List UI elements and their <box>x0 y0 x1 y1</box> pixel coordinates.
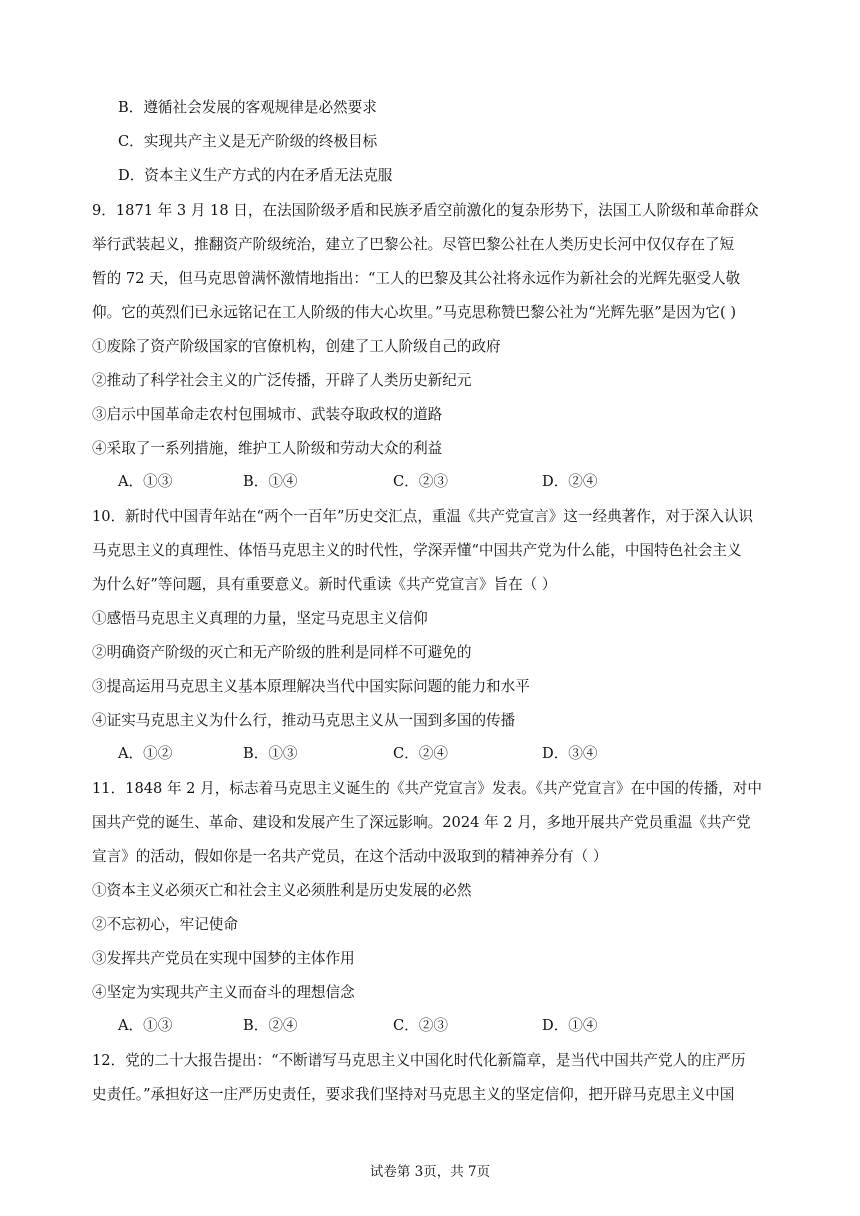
q8-option-b: B．遵循社会发展的客观规律是必然要求 <box>118 99 377 116</box>
q12-stem-line-2: 史责任。”承担好这一庄严历史责任，要求我们坚持对马克思主义的坚定信仰，把开辟马克思主义中国 <box>92 1086 735 1103</box>
q11-option-c[interactable]: C．②③ <box>393 1017 448 1034</box>
q11-statement-3: ③发挥共产党员在实现中国梦的主体作用 <box>92 950 355 967</box>
q11-stem-line-3: 宣言》的活动，假如你是一名共产党员，在这个活动中汲取到的精神养分有（ ） <box>92 848 608 865</box>
q10-options <box>118 744 718 764</box>
q11-statement-1: ①资本主义必须灭亡和社会主义必须胜利是历史发展的必然 <box>92 882 472 899</box>
q9-stem-line-1: 9．1871 年 3 月 18 日，在法国阶级矛盾和民族矛盾空前激化的复杂形势下，法国工人阶级和革命群众 <box>92 202 759 219</box>
q10-stem-line-2: 马克思主义的真理性、体悟马克思主义的时代性，学深弄懂“中国共产党为什么能，中国特色社会主义 <box>92 542 742 559</box>
q12-stem-line-1: 12．党的二十大报告提出：“不断谱写马克思主义中国化时代化新篇章，是当代中国共产党人的庄严历 <box>92 1052 746 1069</box>
q9-option-c[interactable]: C．②③ <box>393 473 448 490</box>
q9-statement-4: ④采取了一系列措施，维护工人阶级和劳动大众的利益 <box>92 440 443 457</box>
q10-option-a[interactable]: A．①② <box>118 745 173 762</box>
q10-option-c[interactable]: C．②④ <box>393 745 448 762</box>
q10-statement-3: ③提高运用马克思主义基本原理解决当代中国实际问题的能力和水平 <box>92 678 530 695</box>
q11-option-d[interactable]: D．①④ <box>542 1017 598 1034</box>
q9-stem-line-4: 仰。它的英烈们已永远铭记在工人阶级的伟大心坎里。”马克思称赞巴黎公社为“光辉先驱”是因为它( ) <box>92 304 737 321</box>
q9-statement-1: ①废除了资产阶级国家的官僚机构，创建了工人阶级自己的政府 <box>92 338 501 355</box>
q11-statement-4: ④坚定为实现共产主义而奋斗的理想信念 <box>92 984 355 1001</box>
q10-stem-line-3: 为什么好”等问题，具有重要意义。新时代重读《共产党宣言》旨在（ ） <box>92 576 557 593</box>
q8-option-d: D．资本主义生产方式的内在矛盾无法克服 <box>118 167 393 184</box>
q9-stem-line-3: 暂的 72 天，但马克思曾满怀激情地指出：“工人的巴黎及其公社将永远作为新社会的光辉先驱受人敬 <box>92 270 741 287</box>
q9-option-a[interactable]: A．①③ <box>118 473 173 490</box>
q10-stem-line-1: 10．新时代中国青年站在“两个一百年”历史交汇点，重温《共产党宣言》这一经典著作，对于深入认识 <box>92 508 754 525</box>
q9-statement-3: ③启示中国革命走农村包围城市、武装夺取政权的道路 <box>92 406 443 423</box>
q10-statement-4: ④证实马克思主义为什么行，推动马克思主义从一国到多国的传播 <box>92 712 516 729</box>
q9-stem-line-2: 举行武装起义，推翻资产阶级统治，建立了巴黎公社。尽管巴黎公社在人类历史长河中仅仅存在了短 <box>92 236 735 253</box>
page-footer: 试卷第 3页，共 7页 <box>369 1164 491 1180</box>
q11-option-b[interactable]: B．②④ <box>243 1017 298 1034</box>
q11-option-a[interactable]: A．①③ <box>118 1017 173 1034</box>
q9-options <box>118 472 718 492</box>
q10-statement-1: ①感悟马克思主义真理的力量，坚定马克思主义信仰 <box>92 610 428 627</box>
q11-statement-2: ②不忘初心，牢记使命 <box>92 916 238 933</box>
q10-option-b[interactable]: B．①③ <box>243 745 298 762</box>
q8-option-c: C．实现共产主义是无产阶级的终极目标 <box>118 133 378 150</box>
q11-stem-line-2: 国共产党的诞生、革命、建设和发展产生了深远影响。2024 年 2 月，多地开展共产党员重温《共产党 <box>92 814 751 831</box>
q11-options <box>118 1016 718 1036</box>
q9-option-d[interactable]: D．②④ <box>542 473 598 490</box>
q10-option-d[interactable]: D．③④ <box>542 745 598 762</box>
q10-statement-2: ②明确资产阶级的灭亡和无产阶级的胜利是同样不可避免的 <box>92 644 472 661</box>
q11-stem-line-1: 11．1848 年 2 月，标志着马克思主义诞生的《共产党宣言》发表。《共产党宣言》在中国的传播，对中 <box>92 780 762 797</box>
q9-option-b[interactable]: B．①④ <box>243 473 298 490</box>
q9-statement-2: ②推动了科学社会主义的广泛传播，开辟了人类历史新纪元 <box>92 372 472 389</box>
